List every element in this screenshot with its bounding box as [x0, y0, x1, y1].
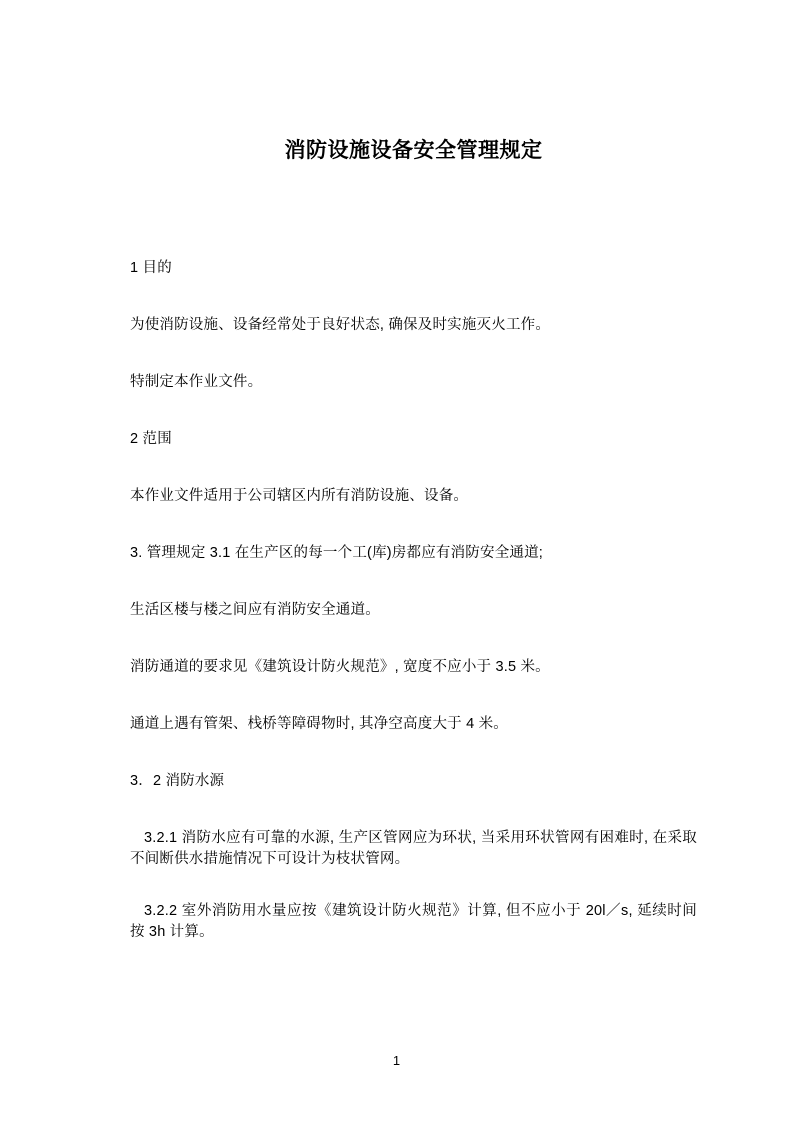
spacer: [130, 507, 697, 543]
paragraph-section-1-body-1: 为使消防设施、设备经常处于良好状态, 确保及时实施灭火工作。: [130, 317, 551, 333]
spacer: [130, 735, 697, 771]
paragraph-section-2-heading: 2 范围: [130, 431, 172, 447]
paragraph-section-1-heading: 1 目的: [130, 260, 172, 276]
paragraph-section-1-body-2: 特制定本作业文件。: [130, 374, 263, 390]
spacer: [130, 621, 697, 657]
spacer: [130, 393, 697, 429]
paragraph-section-3-2-1: 3.2.1 消防水应有可靠的水源, 生产区管网应为环状, 当采用环状管网有困难时, 在采取不间断供水措施情况下可设计为枝状管网。: [130, 830, 697, 867]
paragraph-section-3-2-heading: 3．2 消防水源: [130, 773, 225, 789]
document-body: [130, 166, 697, 943]
spacer: [130, 870, 697, 901]
spacer: [130, 279, 697, 315]
spacer: [130, 792, 697, 828]
spacer: [130, 564, 697, 600]
paragraph-section-3-heading: 3. 管理规定 3.1 在生产区的每一个工(库)房都应有消防安全通道;: [130, 545, 544, 561]
paragraph-section-3-body-1: 生活区楼与楼之间应有消防安全通道。: [130, 602, 380, 618]
page-number: 1: [392, 1053, 401, 1068]
page-title: 消防设施设备安全管理规定: [284, 139, 543, 162]
spacer: [130, 336, 697, 372]
paragraph-section-2-body-1: 本作业文件适用于公司辖区内所有消防设施、设备。: [130, 488, 469, 504]
paragraph-section-3-body-3: 通道上遇有管架、栈桥等障碍物时, 其净空高度大于 4 米。: [130, 716, 508, 732]
paragraph-section-3-2-2: 3.2.2 室外消防用水量应按《建筑设计防火规范》计算, 但不应小于 20l／s, 延续时间按 3h 计算。: [130, 903, 697, 940]
spacer: [130, 678, 697, 714]
spacer: [130, 450, 697, 486]
paragraph-section-3-body-2: 消防通道的要求见《建筑设计防火规范》, 宽度不应小于 3.5 米。: [130, 659, 550, 675]
